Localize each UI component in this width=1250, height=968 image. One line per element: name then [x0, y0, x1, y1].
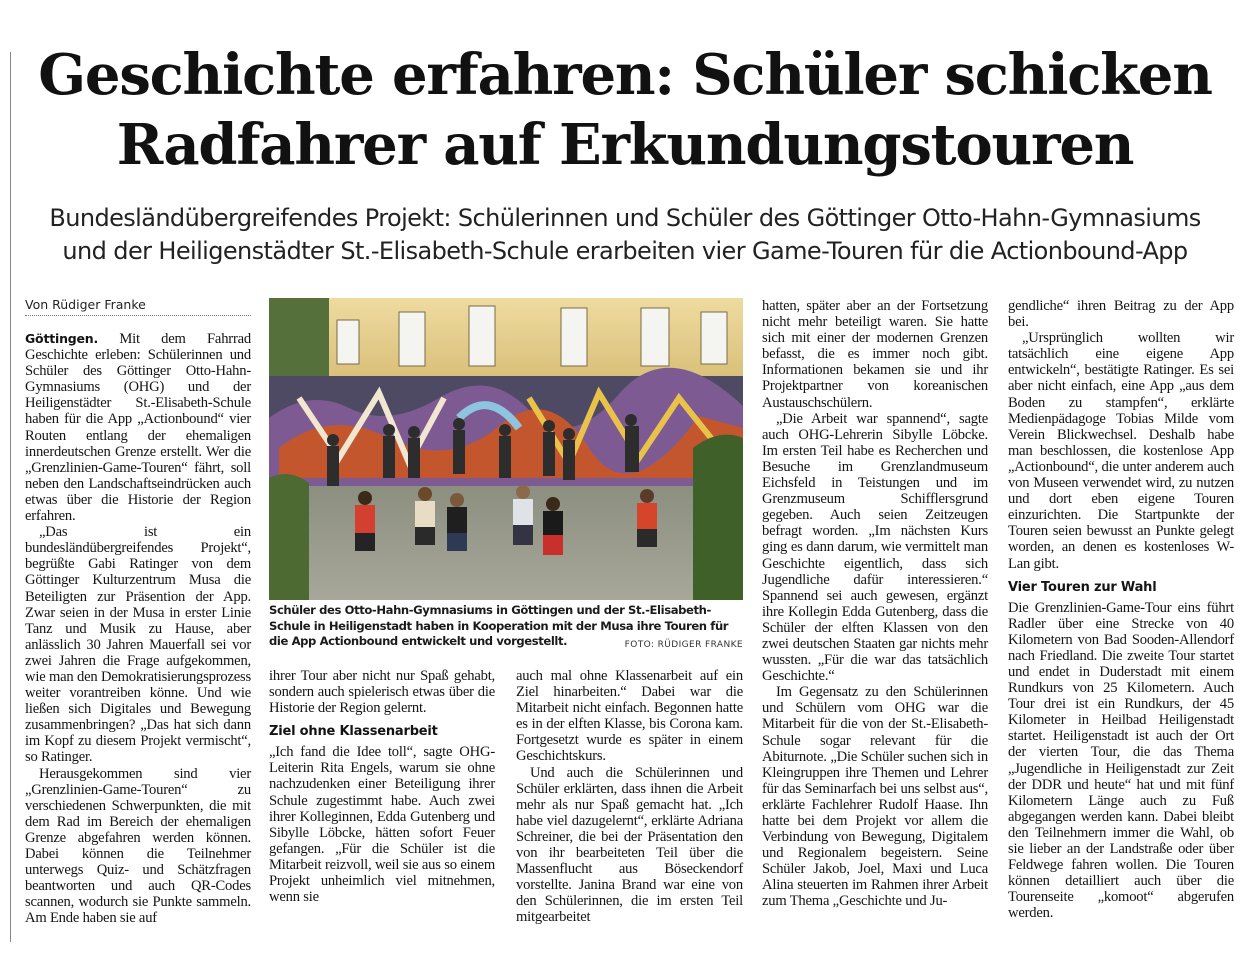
text-column-5	[1008, 298, 1234, 938]
photo-credit: FOTO: RÜDIGER FRANKE	[624, 640, 743, 650]
text-column-4	[762, 298, 988, 938]
paragraph: „Ursprünglich wollten wir tatsächlich eine eigene App entwickeln“, bestätigte Ratinger. Es sei aber nicht einfach, eine App „aus dem Boden zu stampfen“, erklärte Medienpädagoge Tobias Milde vom Verein Blickwechsel. Deshalb habe man beschlossen, die kostenlose App „Actionbound“, die unter anderem auch von Museen verwendet wird, zu nutzen und dort eben eigene Touren einzurichten. Die Startpunkte der Touren seien bewusst an Punkte gelegt worden, an denen es kostenloses W-Lan gibt.	[1008, 330, 1234, 572]
section-heading: Vier Touren zur Wahl	[1008, 579, 1157, 595]
article-photo	[269, 298, 743, 600]
paragraph-text: Mit dem Fahrrad Geschichte erleben: Schülerinnen und Schüler des Göttinger Otto-Hahn-Gymnasiums (OHG) und der Heiligenstädter St.-Elisabeth-Schule haben für die App „Actionbound“ vier Routen entlang der ehemaligen innerdeutschen Grenze erstellt. Wer die „Grenzlinien-Game-Touren“ fährt, soll neben den Landschaftseindrücken auch etwas über die Historie der Region erfahren.	[25, 331, 251, 525]
headline-line-2: Radfahrer auf Erkundungstouren	[116, 112, 1134, 178]
subheadline	[14, 202, 1236, 268]
column-rule	[10, 52, 11, 942]
paragraph: hatten, später aber an der Fortsetzung nicht mehr beteiligt waren. Sie hatte sich mit einer der modernen Grenzen befasst, die es immer noch gibt. Informationen bekamen sie und ihr Projektpartner von koreanischen Austauschschülern.	[762, 298, 988, 411]
paragraph: auch mal ohne Klassenarbeit auf ein Ziel hinarbeiten.“ Dabei war die Mitarbeit nicht einfach. Begonnen hatte es in der elften Klasse, bis Corona kam. Fortgesetzt wurde es später in einem Geschichtskurs.	[516, 668, 743, 765]
paragraph: „Ich fand die Idee toll“, sagte OHG-Leiterin Rita Engels, warum sie ohne nachzudenken einer Beteiligung ihrer Schule zugestimmt habe. Auch zwei ihrer Kolleginnen, Edda Gutenberg und Sibylle Löbcke, hätten sofort Feuer gefangen. „Für die Schüler ist die Mitarbeit reizvoll, weil sie aus so einem Projekt unheimlich viel mitnehmen, wenn sie	[269, 744, 495, 906]
dateline: Göttingen.	[25, 331, 99, 346]
text-column-2	[269, 668, 495, 936]
paragraph: ihrer Tour aber nicht nur Spaß gehabt, sondern auch spielerisch etwas über die Historie der Region gelernt.	[269, 668, 495, 717]
text-column-3	[516, 668, 743, 936]
paragraph	[25, 331, 251, 524]
paragraph: „Das ist ein bundesländübergreifendes Projekt“, begrüßte Gabi Ratinger von dem Göttinger Kulturzentrum Musa die Beteiligten zur Präsention der App. Zwar seien in der Musa in erster Linie Tanz und Musik zu Hause, aber anlässlich 30 Jahren Mauerfall sei vor zwei Jahren die Frage aufgekommen, wie man den Demokratisierungsprozess weiter vorantreiben könne. Und wie ließen sich Digitales und Bewegung zusammenbringen? „Das hat sich dann im Kopf zu diesem Projekt vermischt“, so Ratinger.	[25, 524, 251, 766]
paragraph: Die Grenzlinien-Game-Tour eins führt Radler über eine Strecke von 40 Kilometern von Bad Sooden-Allendorf nach Friedland. Die zweite Tour startet und endet in Duderstadt mit einem Rundkurs von 25 Kilometern. Auch Tour drei ist ein Rundkurs, der 45 Kilometer in Heilbad Heiligenstadt startet. Heiligenstadt ist auch der Ort der vierten Tour, die das Thema „Jugendliche in Heiligenstadt zur Zeit der DDR und heute“ hat und mit fünf Kilometern Länge auch zu Fuß abgegangen werden kann. Dabei bleibt den Teilnehmern immer die Wahl, ob sie lieber an der Landstraße oder über Feldwege fahren wollen. Die Touren können detailliert auch über die Tourenseite „komoot“ abgerufen werden.	[1008, 599, 1234, 922]
paragraph: „Die Arbeit war spannend“, sagte auch OHG-Lehrerin Sibylle Löbcke. Im ersten Teil habe es Recherchen und Besuche im Grenzlandmuseum Eichsfeld in Teistungen und im Grenzmuseum Schifflersgrund gegeben. Auch seien Zeitzeugen befragt worden. „Im nächsten Kurs ging es dann darum, wie vermittelt man Geschichte eigentlich, dass sich Jugendliche dafür interessieren.“ Spannend sei auch gewesen, ergänzt ihre Kollegin Edda Gutenberg, dass die Schüler der elften Klassen von den zwei deutschen Staaten gar nichts mehr wussten. „Für die war das tatsächlich Geschichte.“	[762, 410, 988, 685]
paragraph: Herausgekommen sind vier „Grenzlinien-Game-Touren“ zu verschiedenen Schwerpunkten, die mit dem Rad im Bereich der ehemaligen Grenze abgefahren werden können. Dabei können die Teilnehmer unterwegs Quiz- und Schätzfragen beantworten und auch QR-Codes scannen, wodurch sie Punkte sammeln. Am Ende haben sie auf	[25, 765, 251, 927]
headline-line-1: Geschichte erfahren: Schüler schicken	[38, 42, 1212, 108]
paragraph: Im Gegensatz zu den Schülerinnen und Schülern vom OHG war die Mitarbeit für die von der St.-Elisabeth-Schule sogar relevant für die Abiturnote. „Die Schüler suchen sich in Kleingruppen ihre Themen und Lehrer für das Seminarfach bei uns selbst aus“, erklärte Fachlehrer Rudolf Haase. Ihn hatte bei dem Projekt vor allem die Verbindung von Bewegung, Digitalem und Regionalem begeistern. Seine Schüler Jakob, Joel, Maxi und Luca Alina steuerten im Rahmen ihrer Arbeit zum Thema „Geschichte und Ju-	[762, 684, 988, 910]
paragraph: Und auch die Schülerinnen und Schüler erklärten, dass ihnen die Arbeit mehr als nur Spaß gemacht hat. „Ich habe viel dazugelernt“, erklärte Adriana Schreiner, die bei der Präsentation den von ihr bearbeiteten Teil über die Massenflucht aus Böseckendorf vorstellte. Janina Brand war eine von den Schülerinnen, die im ersten Teil mitgearbeitet	[516, 764, 743, 926]
subheadline-line-1: Bundesländübergreifendes Projekt: Schülerinnen und Schüler des Göttinger Otto-Hahn-Gymnasiums	[49, 204, 1201, 232]
byline: Von Rüdiger Franke	[25, 297, 251, 316]
subheadline-line-2: und der Heiligenstädter St.-Elisabeth-Schule erarbeiten vier Game-Touren für die Actionbound-App	[62, 237, 1188, 265]
paragraph: gendliche“ ihren Beitrag zu der App bei.	[1008, 298, 1234, 331]
photo-caption: Schüler des Otto-Hahn-Gymnasiums in Göttingen und der St.-Elisabeth-Schule in Heiligenstadt haben in Kooperation mit der Musa ihre Touren für die App Actionbound entwickelt und vorgestellt.	[269, 603, 729, 648]
group-photo-illustration	[269, 298, 743, 600]
text-column-1	[25, 331, 251, 933]
headline	[14, 40, 1236, 180]
section-heading: Ziel ohne Klassenarbeit	[269, 724, 438, 740]
